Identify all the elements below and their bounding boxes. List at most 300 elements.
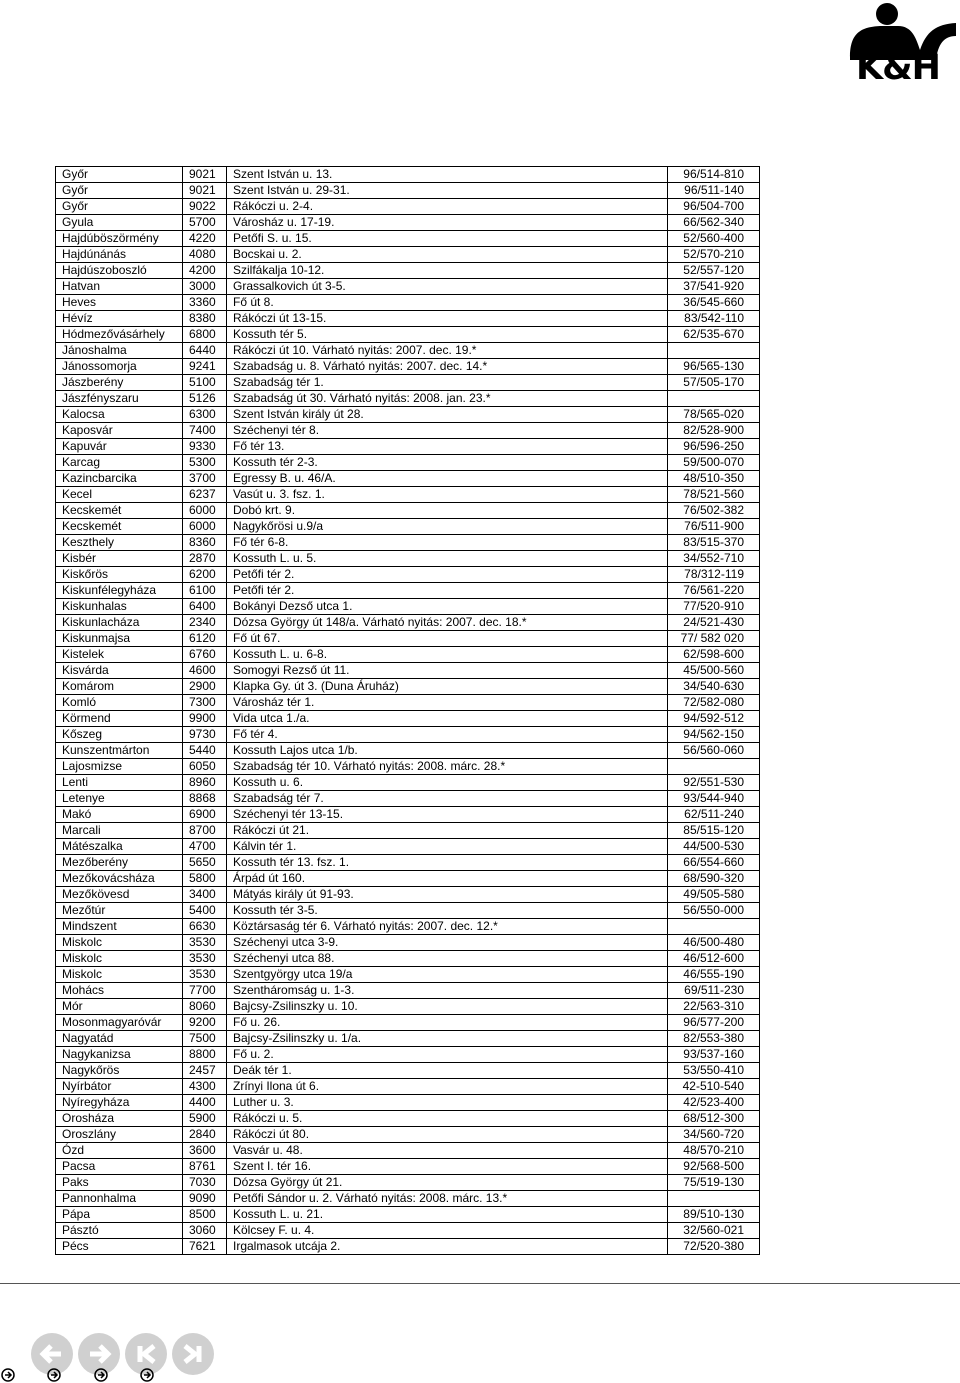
branch-address: Deák tér 1. [227, 1063, 668, 1079]
branch-city: Pécs [56, 1239, 183, 1255]
branch-city: Kecskemét [56, 519, 183, 535]
branch-zip: 5126 [183, 391, 227, 407]
branch-zip: 3000 [183, 279, 227, 295]
branch-phone: 78/312-119 [668, 567, 760, 583]
branch-city: Makó [56, 807, 183, 823]
branch-phone: 24/521-430 [668, 615, 760, 631]
branch-address: Luther u. 3. [227, 1095, 668, 1111]
branch-address: Fő tér 4. [227, 727, 668, 743]
branch-address: Fő tér 6-8. [227, 535, 668, 551]
branch-address: Rákóczi u. 2-4. [227, 199, 668, 215]
branch-zip: 6000 [183, 503, 227, 519]
nav-icon-2[interactable] [48, 1369, 60, 1381]
branch-city: Letenye [56, 791, 183, 807]
branch-zip: 5300 [183, 455, 227, 471]
branch-address: Szabadság tér 7. [227, 791, 668, 807]
branch-zip: 9021 [183, 183, 227, 199]
branch-address: Kölcsey F. u. 4. [227, 1223, 668, 1239]
branch-zip: 6630 [183, 919, 227, 935]
table-row [56, 743, 760, 759]
table-row [56, 855, 760, 871]
table-row [56, 999, 760, 1015]
branch-phone [668, 343, 760, 359]
branch-city: Kőszeg [56, 727, 183, 743]
branch-zip: 3700 [183, 471, 227, 487]
table-row [56, 215, 760, 231]
branch-address: Kossuth L. u. 21. [227, 1207, 668, 1223]
footer-divider [0, 1283, 960, 1284]
branch-zip: 9090 [183, 1191, 227, 1207]
branch-city: Kaposvár [56, 423, 183, 439]
branch-address: Zrínyi Ilona út 6. [227, 1079, 668, 1095]
branch-phone: 76/561-220 [668, 583, 760, 599]
branch-zip: 5440 [183, 743, 227, 759]
branch-phone: 82/553-380 [668, 1031, 760, 1047]
branch-zip: 2340 [183, 615, 227, 631]
table-row [56, 567, 760, 583]
branch-zip: 8761 [183, 1159, 227, 1175]
branch-city: Komló [56, 695, 183, 711]
branch-address: Petőfi tér 2. [227, 583, 668, 599]
branch-phone: 45/500-560 [668, 663, 760, 679]
branch-city: Körmend [56, 711, 183, 727]
kh-logo [840, 2, 956, 86]
table-row [56, 823, 760, 839]
branch-phone: 32/560-021 [668, 1223, 760, 1239]
branch-city: Győr [56, 167, 183, 183]
branch-zip: 8360 [183, 535, 227, 551]
branch-city: Pannonhalma [56, 1191, 183, 1207]
branch-phone: 76/511-900 [668, 519, 760, 535]
branch-zip: 3530 [183, 951, 227, 967]
branch-address: Kossuth tér 3-5. [227, 903, 668, 919]
branch-zip: 6000 [183, 519, 227, 535]
branch-city: Kiskőrös [56, 567, 183, 583]
branch-phone: 92/551-530 [668, 775, 760, 791]
branch-city: Nagyatád [56, 1031, 183, 1047]
branch-city: Mór [56, 999, 183, 1015]
branch-address: Rákóczi út 10. Várható nyitás: 2007. dec. 19.* [227, 343, 668, 359]
branch-zip: 8700 [183, 823, 227, 839]
table-row [56, 183, 760, 199]
table-row [56, 1207, 760, 1223]
branch-phone: 46/500-480 [668, 935, 760, 951]
branch-address: Széchenyi tér 8. [227, 423, 668, 439]
table-row [56, 1063, 760, 1079]
table-row [56, 871, 760, 887]
branch-city: Győr [56, 183, 183, 199]
branch-zip: 7500 [183, 1031, 227, 1047]
branch-city: Lajosmizse [56, 759, 183, 775]
table-row [56, 375, 760, 391]
branch-address: Rákóczi út 13-15. [227, 311, 668, 327]
table-row [56, 231, 760, 247]
branch-zip: 7300 [183, 695, 227, 711]
branch-city: Pásztó [56, 1223, 183, 1239]
table-row [56, 919, 760, 935]
branch-address: Dózsa György út 21. [227, 1175, 668, 1191]
table-row [56, 551, 760, 567]
branch-address: Kossuth L. u. 5. [227, 551, 668, 567]
branch-address: Dózsa György út 148/a. Várható nyitás: 2007. dec. 18.* [227, 615, 668, 631]
branch-phone: 36/545-660 [668, 295, 760, 311]
branch-zip: 6100 [183, 583, 227, 599]
branch-address: Rákóczi út 21. [227, 823, 668, 839]
table-row [56, 887, 760, 903]
branch-city: Mosonmagyaróvár [56, 1015, 183, 1031]
branch-city: Miskolc [56, 935, 183, 951]
table-row [56, 1079, 760, 1095]
table-row [56, 311, 760, 327]
branch-zip: 5900 [183, 1111, 227, 1127]
branch-zip: 9022 [183, 199, 227, 215]
table-row [56, 391, 760, 407]
table-row [56, 1159, 760, 1175]
branch-phone: 44/500-530 [668, 839, 760, 855]
table-row [56, 791, 760, 807]
branch-phone: 94/562-150 [668, 727, 760, 743]
branch-phone: 53/550-410 [668, 1063, 760, 1079]
branch-phone [668, 759, 760, 775]
branch-city: Kisbér [56, 551, 183, 567]
branch-phone: 52/570-210 [668, 247, 760, 263]
table-row [56, 695, 760, 711]
branch-zip: 3530 [183, 967, 227, 983]
branch-phone: 96/596-250 [668, 439, 760, 455]
branch-zip: 6760 [183, 647, 227, 663]
branch-city: Hajdúböszörmény [56, 231, 183, 247]
branch-city: Kapuvár [56, 439, 183, 455]
branch-phone: 42/523-400 [668, 1095, 760, 1111]
branch-city: Kistelek [56, 647, 183, 663]
branch-phone: 82/528-900 [668, 423, 760, 439]
branch-address: Vasvár u. 48. [227, 1143, 668, 1159]
branch-phone: 83/542-110 [668, 311, 760, 327]
branch-phone: 85/515-120 [668, 823, 760, 839]
branch-zip: 5700 [183, 215, 227, 231]
branch-phone: 46/555-190 [668, 967, 760, 983]
branch-zip: 2900 [183, 679, 227, 695]
branch-city: Mindszent [56, 919, 183, 935]
branch-zip: 6300 [183, 407, 227, 423]
branch-address: Bokányi Dezső utca 1. [227, 599, 668, 615]
table-row [56, 759, 760, 775]
branch-zip: 5100 [183, 375, 227, 391]
table-row [56, 407, 760, 423]
branch-address: Rákóczi u. 5. [227, 1111, 668, 1127]
table-row [56, 503, 760, 519]
table-row [56, 359, 760, 375]
branch-phone: 68/512-300 [668, 1111, 760, 1127]
table-row [56, 951, 760, 967]
table-row [56, 1175, 760, 1191]
table-row [56, 327, 760, 343]
branch-address: Szent István u. 29-31. [227, 183, 668, 199]
table-row [56, 295, 760, 311]
branch-phone: 57/505-170 [668, 375, 760, 391]
branch-phone: 22/563-310 [668, 999, 760, 1015]
branch-address: Szabadság út 30. Várható nyitás: 2008. jan. 23.* [227, 391, 668, 407]
branch-city: Jánossomorja [56, 359, 183, 375]
branch-zip: 9330 [183, 439, 227, 455]
branch-phone: 48/570-210 [668, 1143, 760, 1159]
branch-zip: 4200 [183, 263, 227, 279]
branch-zip: 5650 [183, 855, 227, 871]
branch-zip: 7700 [183, 983, 227, 999]
branch-city: Miskolc [56, 967, 183, 983]
branch-address: Szent István király út 28. [227, 407, 668, 423]
branch-address: Szabadság tér 1. [227, 375, 668, 391]
table-row [56, 631, 760, 647]
branch-city: Jászberény [56, 375, 183, 391]
branch-city: Jánoshalma [56, 343, 183, 359]
branch-address: Petőfi tér 2. [227, 567, 668, 583]
branch-address: Grassalkovich út 3-5. [227, 279, 668, 295]
branch-city: Nyírbátor [56, 1079, 183, 1095]
branch-phone: 77/ 582 020 [668, 631, 760, 647]
branch-phone: 94/592-512 [668, 711, 760, 727]
branch-city: Gyula [56, 215, 183, 231]
table-row [56, 423, 760, 439]
branch-phone: 48/510-350 [668, 471, 760, 487]
branch-zip: 9241 [183, 359, 227, 375]
branch-address: Szent I. tér 16. [227, 1159, 668, 1175]
branch-zip: 4080 [183, 247, 227, 263]
table-row [56, 679, 760, 695]
branch-address: Széchenyi utca 3-9. [227, 935, 668, 951]
branch-address: Vasút u. 3. fsz. 1. [227, 487, 668, 503]
table-row [56, 647, 760, 663]
branch-phone: 52/560-400 [668, 231, 760, 247]
branch-phone: 34/560-720 [668, 1127, 760, 1143]
branch-city: Mezőkövesd [56, 887, 183, 903]
table-row [56, 615, 760, 631]
branch-address: Kossuth L. u. 6-8. [227, 647, 668, 663]
branch-phone: 34/552-710 [668, 551, 760, 567]
branch-phone: 72/582-080 [668, 695, 760, 711]
branch-city: Kalocsa [56, 407, 183, 423]
branch-zip: 6237 [183, 487, 227, 503]
nav-icon-1[interactable] [2, 1369, 14, 1381]
branch-zip: 9021 [183, 167, 227, 183]
branch-address: Bocskai u. 2. [227, 247, 668, 263]
branch-phone: 66/562-340 [668, 215, 760, 231]
table-row [56, 1223, 760, 1239]
branch-address: Kossuth Lajos utca 1/b. [227, 743, 668, 759]
branch-address: Irgalmasok utcája 2. [227, 1239, 668, 1255]
table-row [56, 1111, 760, 1127]
branch-zip: 4300 [183, 1079, 227, 1095]
branch-phone: 96/511-140 [668, 183, 760, 199]
branch-phone: 75/519-130 [668, 1175, 760, 1191]
logo-wordmark: K&H [856, 48, 940, 88]
branch-city: Mezőkovácsháza [56, 871, 183, 887]
branch-zip: 4220 [183, 231, 227, 247]
branch-address: Bajcsy-Zsilinszky u. 1/a. [227, 1031, 668, 1047]
branch-address: Szabadság tér 10. Várható nyitás: 2008. márc. 28.* [227, 759, 668, 775]
last-page-icon[interactable] [172, 1333, 214, 1375]
branch-zip: 9200 [183, 1015, 227, 1031]
branch-address: Petőfi Sándor u. 2. Várható nyitás: 2008. márc. 13.* [227, 1191, 668, 1207]
table-row [56, 599, 760, 615]
branch-zip: 8380 [183, 311, 227, 327]
branch-zip: 8500 [183, 1207, 227, 1223]
branch-city: Kiskunmajsa [56, 631, 183, 647]
branch-zip: 6900 [183, 807, 227, 823]
branch-address: Dobó krt. 9. [227, 503, 668, 519]
branch-city: Marcali [56, 823, 183, 839]
table-row [56, 583, 760, 599]
branch-phone [668, 1191, 760, 1207]
table-row [56, 487, 760, 503]
branch-phone: 34/540-630 [668, 679, 760, 695]
branch-city: Győr [56, 199, 183, 215]
branch-address: Kossuth tér 2-3. [227, 455, 668, 471]
table-row [56, 471, 760, 487]
table-row [56, 167, 760, 183]
branch-phone: 76/502-382 [668, 503, 760, 519]
branch-city: Pacsa [56, 1159, 183, 1175]
branch-zip: 5800 [183, 871, 227, 887]
branch-address: Kossuth tér 5. [227, 327, 668, 343]
branch-city: Lenti [56, 775, 183, 791]
branch-address: Szentgyörgy utca 19/a [227, 967, 668, 983]
branch-table [55, 166, 760, 1255]
branch-phone: 62/598-600 [668, 647, 760, 663]
branch-address: Petőfi S. u. 15. [227, 231, 668, 247]
table-row [56, 967, 760, 983]
branch-phone: 93/537-160 [668, 1047, 760, 1063]
branch-phone: 96/504-700 [668, 199, 760, 215]
branch-city: Kazincbarcika [56, 471, 183, 487]
branch-address: Köztársaság tér 6. Várható nyitás: 2007. dec. 12.* [227, 919, 668, 935]
table-row [56, 343, 760, 359]
branch-city: Hajdúszoboszló [56, 263, 183, 279]
branch-city: Ózd [56, 1143, 183, 1159]
branch-zip: 6050 [183, 759, 227, 775]
branch-phone: 96/577-200 [668, 1015, 760, 1031]
branch-phone: 92/568-500 [668, 1159, 760, 1175]
table-row [56, 439, 760, 455]
branch-city: Kisvárda [56, 663, 183, 679]
branch-zip: 6120 [183, 631, 227, 647]
branch-city: Kiskunhalas [56, 599, 183, 615]
branch-zip: 7400 [183, 423, 227, 439]
branch-city: Mohács [56, 983, 183, 999]
branch-address: Városház tér 1. [227, 695, 668, 711]
branch-zip: 8960 [183, 775, 227, 791]
branch-city: Oroszlány [56, 1127, 183, 1143]
branch-phone: 52/557-120 [668, 263, 760, 279]
branch-city: Miskolc [56, 951, 183, 967]
branch-address: Bajcsy-Zsilinszky u. 10. [227, 999, 668, 1015]
branch-address: Fő út 67. [227, 631, 668, 647]
branch-zip: 2840 [183, 1127, 227, 1143]
branch-city: Kecskemét [56, 503, 183, 519]
branch-address: Kálvin tér 1. [227, 839, 668, 855]
branch-address: Fő u. 2. [227, 1047, 668, 1063]
branch-phone: 62/535-670 [668, 327, 760, 343]
branch-zip: 8868 [183, 791, 227, 807]
branch-zip: 3400 [183, 887, 227, 903]
branch-phone: 66/554-660 [668, 855, 760, 871]
branch-phone: 83/515-370 [668, 535, 760, 551]
branch-address: Szilfákalja 10-12. [227, 263, 668, 279]
branch-city: Kecel [56, 487, 183, 503]
table-row [56, 1143, 760, 1159]
table-row [56, 1095, 760, 1111]
table-row [56, 535, 760, 551]
table-row [56, 711, 760, 727]
branch-city: Kiskunlacháza [56, 615, 183, 631]
branch-address: Árpád út 160. [227, 871, 668, 887]
branch-zip: 7030 [183, 1175, 227, 1191]
branch-phone: 42-510-540 [668, 1079, 760, 1095]
table-row [56, 935, 760, 951]
branch-phone: 93/544-940 [668, 791, 760, 807]
branch-phone [668, 391, 760, 407]
branch-zip: 6440 [183, 343, 227, 359]
nav-icon-3[interactable] [95, 1369, 107, 1381]
branch-zip: 2457 [183, 1063, 227, 1079]
branch-city: Komárom [56, 679, 183, 695]
branch-address: Mátyás király út 91-93. [227, 887, 668, 903]
branch-zip: 6200 [183, 567, 227, 583]
branch-phone: 72/520-380 [668, 1239, 760, 1255]
branch-city: Paks [56, 1175, 183, 1191]
branch-city: Keszthely [56, 535, 183, 551]
table-row [56, 839, 760, 855]
nav-icon-4[interactable] [141, 1369, 153, 1381]
branch-address: Fő út 8. [227, 295, 668, 311]
branch-address: Kossuth tér 13. fsz. 1. [227, 855, 668, 871]
table-row [56, 1031, 760, 1047]
branch-phone: 62/511-240 [668, 807, 760, 823]
branch-city: Hajdúnánás [56, 247, 183, 263]
branch-phone: 68/590-320 [668, 871, 760, 887]
branch-address: Szentháromság u. 1-3. [227, 983, 668, 999]
branch-city: Hatvan [56, 279, 183, 295]
branch-address: Nagykőrösi u.9/a [227, 519, 668, 535]
branch-city: Karcag [56, 455, 183, 471]
branch-address: Szabadság u. 8. Várható nyitás: 2007. dec. 14.* [227, 359, 668, 375]
table-row [56, 727, 760, 743]
table-row [56, 663, 760, 679]
branch-phone: 56/560-060 [668, 743, 760, 759]
branch-phone: 96/514-810 [668, 167, 760, 183]
table-row [56, 983, 760, 999]
table-row [56, 199, 760, 215]
branch-zip: 9900 [183, 711, 227, 727]
branch-zip: 3060 [183, 1223, 227, 1239]
branch-phone: 78/521-560 [668, 487, 760, 503]
table-row [56, 455, 760, 471]
branch-zip: 7621 [183, 1239, 227, 1255]
branch-zip: 2870 [183, 551, 227, 567]
table-row [56, 1191, 760, 1207]
table-row [56, 1239, 760, 1255]
branch-zip: 5400 [183, 903, 227, 919]
table-row [56, 1127, 760, 1143]
branch-phone: 46/512-600 [668, 951, 760, 967]
branch-address: Somogyi Rezső út 11. [227, 663, 668, 679]
branch-address: Széchenyi tér 13-15. [227, 807, 668, 823]
branch-table-body [56, 167, 760, 1255]
branch-address: Széchenyi utca 88. [227, 951, 668, 967]
table-row [56, 1047, 760, 1063]
branch-address: Fő tér 13. [227, 439, 668, 455]
branch-address: Egressy B. u. 46/A. [227, 471, 668, 487]
